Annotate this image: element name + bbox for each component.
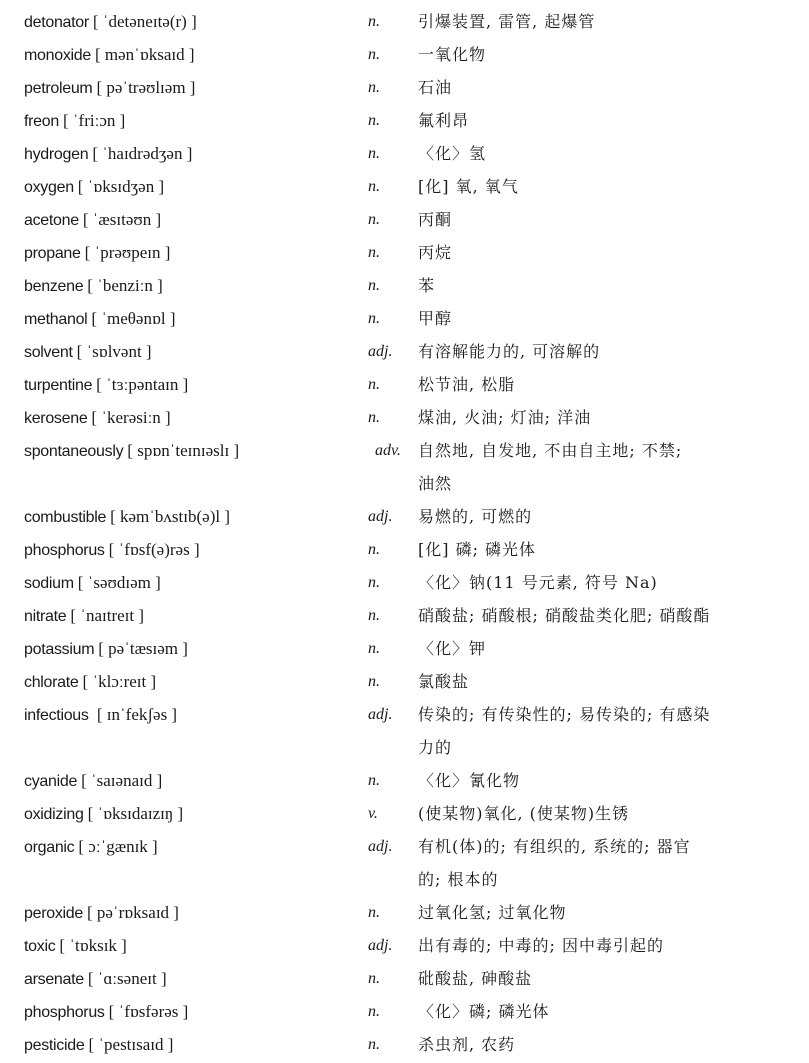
part-of-speech: n. (368, 541, 380, 558)
definition (418, 1028, 515, 1061)
headword-cell (0, 764, 368, 797)
part-of-speech: n. (368, 640, 380, 657)
definition (418, 5, 595, 38)
definition (418, 500, 532, 533)
definition-line: 〈化〉钾 (418, 639, 487, 658)
phonetic: [ pəˈtrəʊlɪəm ] (96, 78, 196, 97)
part-of-speech: n. (368, 145, 380, 162)
phonetic: [ ˈmeθənɒl ] (91, 309, 176, 328)
headword: oxygen (24, 179, 74, 196)
definition-line: 砒酸盐, 砷酸盐 (418, 969, 533, 988)
definition-line: [化] 氧, 氧气 (418, 177, 519, 196)
phonetic: [ ˈtɜːpəntaɪn ] (96, 375, 189, 394)
phonetic: [ ˈsaɪənaɪd ] (81, 771, 163, 790)
part-of-speech: n. (368, 178, 380, 195)
vocab-entry (0, 1028, 809, 1061)
headword-cell (0, 269, 368, 302)
part-of-speech: adj. (368, 706, 393, 723)
phonetic: [ ɪnˈfekʃəs ] (92, 705, 178, 724)
headword: freon (24, 113, 59, 130)
definition (418, 104, 469, 137)
part-of-speech: n. (368, 211, 380, 228)
part-of-speech: n. (368, 310, 380, 327)
vocab-entry (0, 302, 809, 335)
headword: detonator (24, 14, 89, 31)
vocab-entry (0, 995, 809, 1028)
phonetic: [ ˈfɒsf(ə)rəs ] (108, 540, 200, 559)
definition-line: 传染的; 有传染性的; 易传染的; 有感染 (418, 705, 711, 724)
vocab-entry (0, 698, 809, 764)
definition (418, 929, 664, 962)
phonetic: [ ˈpestɪsaɪd ] (88, 1035, 174, 1054)
definition-line: (使某物)氧化, (使某物)生锈 (418, 804, 630, 823)
headword: spontaneously (24, 443, 124, 460)
definition (418, 698, 710, 764)
headword: oxidizing (24, 806, 84, 823)
vocab-entry (0, 137, 809, 170)
headword: chlorate (24, 674, 79, 691)
headword: cyanide (24, 773, 78, 790)
phonetic: [ kəmˈbʌstɪb(ə)l ] (110, 507, 230, 526)
part-of-speech: n. (368, 79, 380, 96)
headword: phosphorus (24, 542, 105, 559)
headword: benzene (24, 278, 84, 295)
definition-line: 〈化〉氰化物 (418, 771, 521, 790)
vocab-entry (0, 104, 809, 137)
vocab-entry (0, 269, 809, 302)
definition (418, 665, 469, 698)
phonetic: [ ˈnaɪtreɪt ] (70, 606, 145, 625)
phonetic: [ ˈsəʊdɪəm ] (77, 573, 161, 592)
definition-line: 引爆装置, 雷管, 起爆管 (418, 12, 596, 31)
vocab-entry (0, 38, 809, 71)
definition (418, 368, 515, 401)
headword: solvent (24, 344, 73, 361)
headword: nitrate (24, 608, 67, 625)
phonetic: [ ˈdetəneɪtə(r) ] (92, 12, 197, 31)
headword: propane (24, 245, 81, 262)
definition (418, 896, 566, 929)
headword-cell (0, 533, 368, 566)
part-of-speech: n. (368, 1003, 380, 1020)
part-of-speech: adv. (375, 442, 401, 459)
part-of-speech: n. (368, 673, 380, 690)
phonetic: [ pəˈrɒksaɪd ] (86, 903, 179, 922)
definition-line: 煤油, 火油; 灯油; 洋油 (418, 408, 592, 427)
phonetic: [ pəˈtæsɪəm ] (98, 639, 188, 658)
vocab-entry (0, 764, 809, 797)
definition (418, 269, 435, 302)
headword-cell (0, 797, 368, 830)
definition (418, 302, 452, 335)
definition (418, 434, 682, 500)
vocab-entry (0, 335, 809, 368)
phonetic: [ ˈprəʊpeɪn ] (84, 243, 171, 262)
definition-line: 力的 (418, 738, 453, 757)
headword-cell (0, 896, 368, 929)
definition-line: [化] 磷; 磷光体 (418, 540, 537, 559)
definition-line: 出有毒的; 中毒的; 因中毒引起的 (418, 936, 664, 955)
definition-line: 〈化〉氢 (418, 144, 487, 163)
definition-line: 油然 (418, 474, 453, 493)
definition-line: 的; 根本的 (418, 870, 499, 889)
vocab-entry (0, 500, 809, 533)
vocab-entry (0, 170, 809, 203)
part-of-speech: n. (368, 244, 380, 261)
phonetic: [ ˈfriːɔn ] (62, 111, 126, 130)
headword: pesticide (24, 1037, 85, 1054)
definition-line: 〈化〉磷; 磷光体 (418, 1002, 550, 1021)
definition (418, 797, 629, 830)
phonetic: [ ˈbenziːn ] (87, 276, 163, 295)
definition-line: 硝酸盐; 硝酸根; 硝酸盐类化肥; 硝酸酯 (418, 606, 711, 625)
vocab-entry (0, 434, 809, 500)
vocab-entry (0, 665, 809, 698)
definition (418, 71, 452, 104)
part-of-speech: n. (368, 1036, 380, 1053)
headword: monoxide (24, 47, 91, 64)
part-of-speech: n. (368, 607, 380, 624)
headword-cell (0, 962, 368, 995)
definition-line: 石油 (418, 78, 453, 97)
headword-cell (0, 335, 368, 368)
definition-line: 甲醇 (418, 309, 453, 328)
headword-cell (0, 665, 368, 698)
phonetic: [ ɔːˈgænɪk ] (78, 837, 158, 856)
headword-cell (0, 632, 368, 665)
phonetic: [ ˈklɔːreɪt ] (82, 672, 157, 691)
phonetic: [ ˈæsɪtəʊn ] (82, 210, 162, 229)
definition (418, 401, 591, 434)
headword-cell (0, 104, 368, 137)
headword: petroleum (24, 80, 93, 97)
phonetic: [ ˈkerəsiːn ] (91, 408, 171, 427)
definition-line: 过氧化氢; 过氧化物 (418, 903, 567, 922)
part-of-speech: n. (368, 574, 380, 591)
headword-cell (0, 236, 368, 269)
vocab-entry (0, 533, 809, 566)
definition-line: 松节油, 松脂 (418, 375, 516, 394)
definition (418, 566, 658, 599)
part-of-speech: n. (368, 970, 380, 987)
part-of-speech: n. (368, 13, 380, 30)
definition-line: 自然地, 自发地, 不由自主地; 不禁; (418, 441, 683, 460)
headword: organic (24, 839, 75, 856)
headword: potassium (24, 641, 95, 658)
headword-cell (0, 71, 368, 104)
headword: infectious (24, 707, 89, 724)
headword-cell (0, 203, 368, 236)
headword: phosphorus (24, 1004, 105, 1021)
vocab-entry (0, 962, 809, 995)
part-of-speech: n. (368, 112, 380, 129)
part-of-speech: n. (368, 46, 380, 63)
headword-cell (0, 500, 368, 533)
phonetic: [ ˈɑːsəneɪt ] (87, 969, 167, 988)
definition (418, 599, 710, 632)
headword-cell (0, 698, 368, 731)
part-of-speech: adj. (368, 508, 393, 525)
definition (418, 335, 600, 368)
headword-cell (0, 1028, 368, 1061)
phonetic: [ ˈhaɪdrədʒən ] (92, 144, 193, 163)
definition-line: 易燃的, 可燃的 (418, 507, 533, 526)
vocab-entry (0, 830, 809, 896)
headword: toxic (24, 938, 56, 955)
headword: sodium (24, 575, 74, 592)
vocab-entry (0, 5, 809, 38)
vocab-entry (0, 566, 809, 599)
vocab-entry (0, 929, 809, 962)
definition (418, 533, 536, 566)
headword: arsenate (24, 971, 84, 988)
vocab-entry (0, 401, 809, 434)
headword: combustible (24, 509, 107, 526)
part-of-speech: n. (368, 376, 380, 393)
phonetic: [ ˈɒksɪdʒən ] (77, 177, 165, 196)
definition (418, 38, 486, 71)
definition-line: 〈化〉钠(11 号元素, 符号 Na) (418, 573, 658, 592)
headword-cell (0, 830, 368, 863)
part-of-speech: adj. (368, 937, 393, 954)
definition-line: 苯 (418, 276, 436, 295)
vocab-entry (0, 797, 809, 830)
phonetic: [ ˈfɒsfərəs ] (108, 1002, 189, 1021)
phonetic: [ mənˈɒksaɪd ] (94, 45, 195, 64)
definition-line: 氟利昂 (418, 111, 470, 130)
part-of-speech: adj. (368, 838, 393, 855)
definition-line: 有溶解能力的, 可溶解的 (418, 342, 601, 361)
headword-cell (0, 5, 368, 38)
headword-cell (0, 137, 368, 170)
vocab-entry (0, 203, 809, 236)
headword-cell (0, 401, 368, 434)
headword-cell (0, 170, 368, 203)
definition (418, 995, 549, 1028)
phonetic: [ spɒnˈteɪnɪəslɪ ] (127, 441, 240, 460)
definition (418, 203, 452, 236)
definition (418, 830, 691, 896)
part-of-speech: adj. (368, 343, 393, 360)
part-of-speech: n. (368, 904, 380, 921)
definition (418, 236, 452, 269)
headword: peroxide (24, 905, 83, 922)
headword-cell (0, 368, 368, 401)
phonetic: [ ˈsɒlvənt ] (76, 342, 152, 361)
part-of-speech: n. (368, 409, 380, 426)
definition (418, 764, 520, 797)
definition-line: 氯酸盐 (418, 672, 470, 691)
phonetic: [ ˈtɒksɪk ] (59, 936, 127, 955)
part-of-speech: n. (368, 277, 380, 294)
definition-line: 杀虫剂, 农药 (418, 1035, 516, 1054)
headword-cell (0, 995, 368, 1028)
headword: methanol (24, 311, 88, 328)
definition (418, 632, 486, 665)
phonetic: [ ˈɒksɪdaɪzɪŋ ] (87, 804, 184, 823)
part-of-speech: n. (368, 772, 380, 789)
vocab-entry (0, 599, 809, 632)
headword: kerosene (24, 410, 88, 427)
vocab-entry (0, 368, 809, 401)
headword: acetone (24, 212, 79, 229)
headword-cell (0, 434, 368, 467)
headword-cell (0, 929, 368, 962)
headword-cell (0, 302, 368, 335)
definition-line: 一氧化物 (418, 45, 487, 64)
headword-cell (0, 599, 368, 632)
vocab-entry (0, 632, 809, 665)
definition-line: 有机(体)的; 有组织的, 系统的; 器官 (418, 837, 691, 856)
vocab-entry (0, 896, 809, 929)
vocab-entry (0, 236, 809, 269)
definition (418, 170, 519, 203)
headword: turpentine (24, 377, 93, 394)
headword: hydrogen (24, 146, 89, 163)
vocab-entry (0, 71, 809, 104)
definition (418, 137, 486, 170)
headword-cell (0, 566, 368, 599)
headword-cell (0, 38, 368, 71)
definition-line: 丙酮 (418, 210, 453, 229)
part-of-speech: v. (368, 805, 378, 822)
definition-line: 丙烷 (418, 243, 453, 262)
definition (418, 962, 532, 995)
